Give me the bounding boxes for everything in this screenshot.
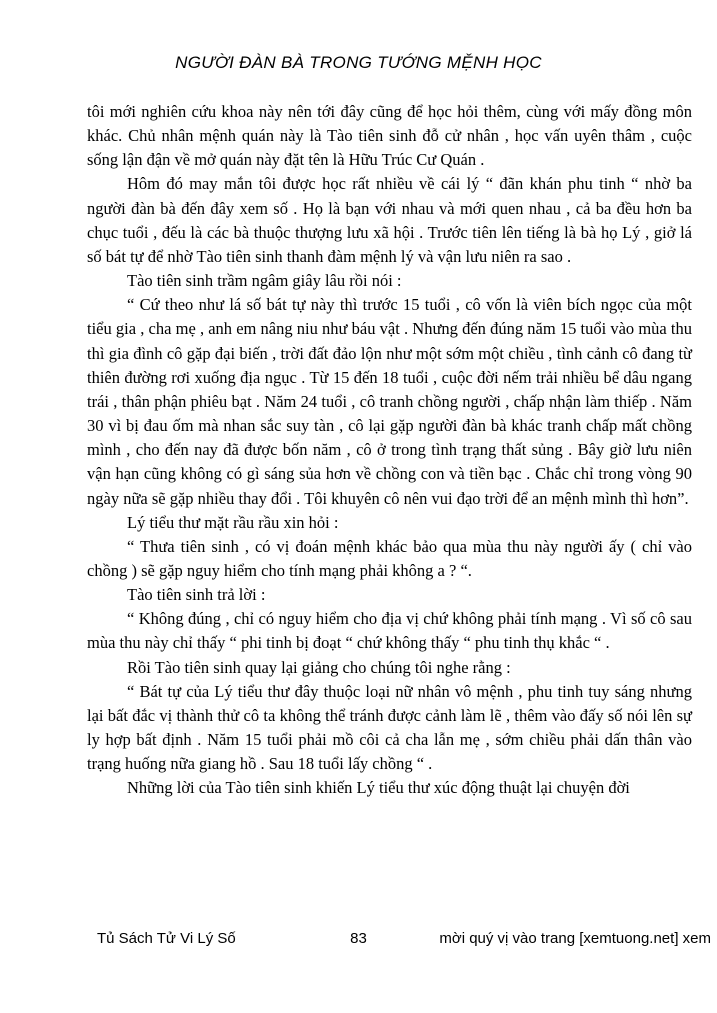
footer-book-series: Tủ Sách Tử Vi Lý Số xyxy=(97,930,236,947)
body-text xyxy=(87,100,692,801)
paragraph: Tào tiên sinh trả lời : xyxy=(127,585,266,605)
paragraph: “ Thưa tiên sinh , có vị đoán mệnh khác bảo qua mùa thu này người ấy ( chỉ vào chồng ) sẽ gặp nguy hiểm cho tính mạng phải không a ? “. xyxy=(87,536,692,580)
paragraph: Rồi Tào tiên sinh quay lại giảng cho chúng tôi nghe rằng : xyxy=(127,657,511,677)
paragraph: “ Không đúng , chỉ có nguy hiểm cho địa vị chứ không phải tính mạng . Vì số cô sau mùa thu này chỉ thấy “ phi tinh bị đoạt “ chứ không thấy “ phu tinh thụ khắc “ . xyxy=(87,609,692,653)
paragraph: Lý tiểu thư mặt rầu rầu xin hỏi : xyxy=(127,512,339,532)
paragraph: Hôm đó may mắn tôi được học rất nhiều về cái lý “ đãn khán phu tinh “ nhờ ba người đàn bà đến đây xem số . Họ là bạn với nhau và mới quen nhau , cả ba đều hơn ba chục tuổi , đếu là các bà thuộc thượng lưu xã hội . Trước tiên lên tiếng là bà họ Lý , giở lá số bát tự để nhờ Tào tiên sinh thanh đàm mệnh lý và vận lưu niên ra sao . xyxy=(87,174,692,266)
footer-site-note: mời quý vị vào trang [xemtuong.net] xem xyxy=(439,930,711,947)
paragraph: Tào tiên sinh trầm ngâm giây lâu rồi nói : xyxy=(127,271,402,291)
paragraph: “ Cứ theo như lá số bát tự này thì trước 15 tuổi , cô vốn là viên bích ngọc của một tiểu gia , cha mẹ , anh em nâng niu như báu vật . Nhưng đến đúng năm 15 tuổi vào mùa thu thì gia đình cô gặp đại biến , trời đất đảo lộn như một sớm một chiều , tình cảnh cô đang từ thiên đường rơi xuống địa ngục . Từ 15 đến 18 tuổi , cuộc đời nếm trải nhiều bể dâu ngang trái , thân phận phiêu bạt . Năm 24 tuổi , cô tranh chồng người , chấp nhận làm thiếp . Năm 30 vì bị đau ốm mà nhan sắc suy tàn , cô lại gặp người đàn bà khác tranh chấp mất chồng mình , cho đến nay đã được bốn năm , cô ở trong tình trạng thất sủng . Bây giờ lưu niên vận hạn cũng không có gì sáng sủa hơn về chồng con và tiền bạc . Chắc chỉ trong vòng 90 ngày nữa sẽ gặp nhiều thay đổi . Tôi khuyên cô nên vui đạo trời để an mệnh mình thì hơn”. xyxy=(87,295,692,508)
footer-page-number: 83 xyxy=(350,930,367,947)
page-footer xyxy=(0,930,717,950)
paragraph: tôi mới nghiên cứu khoa này nên tới đây cũng để học hỏi thêm, cùng với mấy đồng môn khác. Chủ nhân mệnh quán này là Tào tiên sinh đỗ cử nhân , học vấn uyên thâm , cuộc sống lận đận về mở quán này đặt tên là Hữu Trúc Cư Quán . xyxy=(87,102,692,170)
page-title: NGƯỜI ĐÀN BÀ TRONG TƯỚNG MỆNH HỌC xyxy=(175,53,542,72)
paragraph: “ Bát tự của Lý tiểu thư đây thuộc loại nữ nhân vô mệnh , phu tinh tuy sáng nhưng lại bất đắc vị thành thử cô ta không thể tránh được cảnh làm lẽ , thêm vào đấy số nói lên sự ly hợp bất định . Năm 15 tuổi phải mồ côi cả cha lẫn mẹ , sớm chiều phải dấn thân vào trạng huống nữa giang hồ . Sau 18 tuổi lấy chồng “ . xyxy=(87,681,692,774)
paragraph: Những lời của Tào tiên sinh khiến Lý tiểu thư xúc động thuật lại chuyện đời xyxy=(127,778,630,798)
